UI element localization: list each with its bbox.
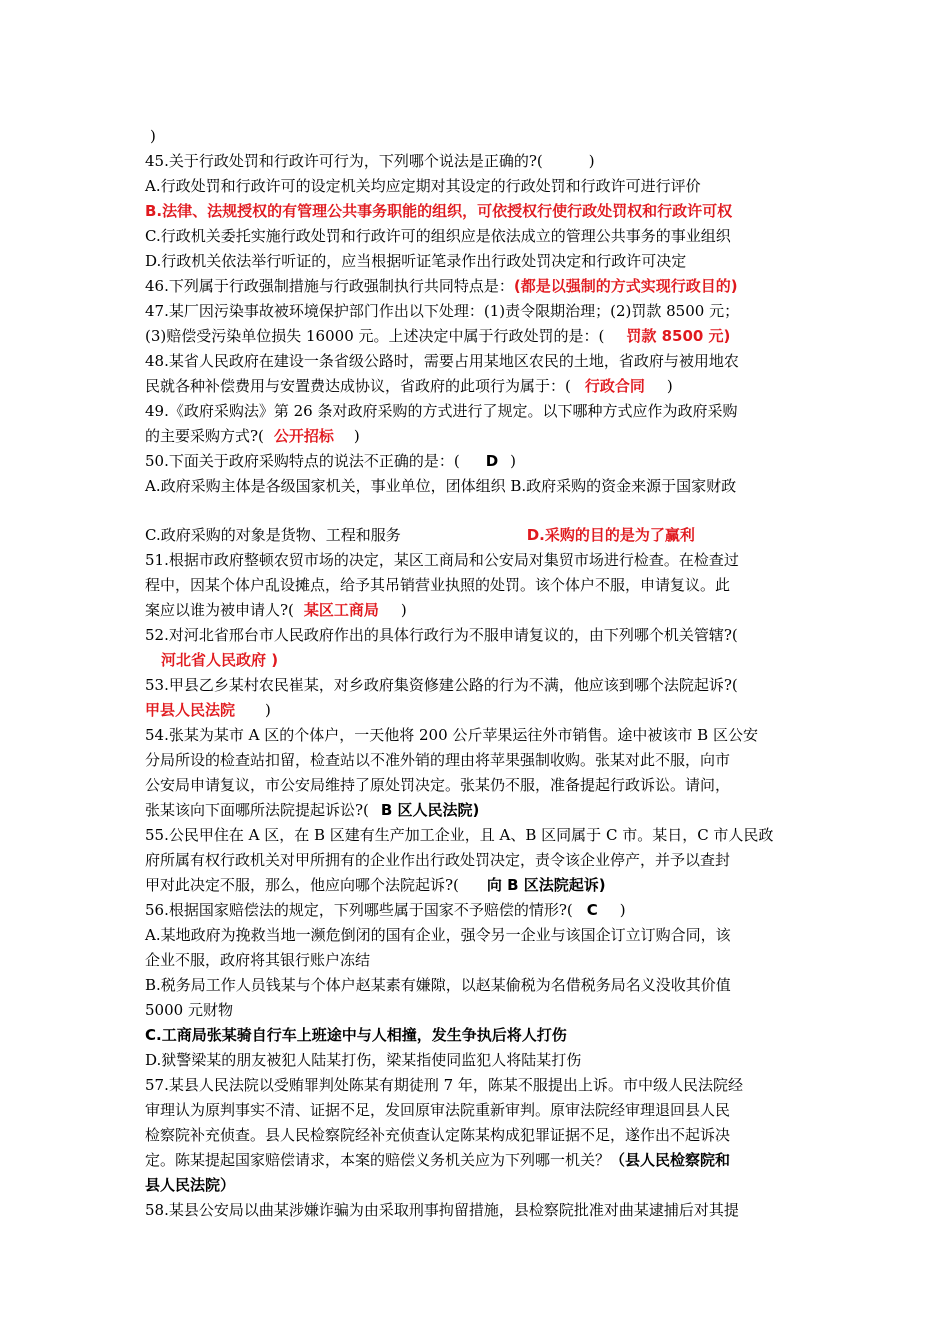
option-text: 企业不服，政府将其银行账户冻结 <box>145 951 371 969</box>
question-45 <box>145 149 595 173</box>
closing-paren: ) <box>666 377 673 395</box>
question-55 <box>145 823 773 847</box>
question-text: 公安局申请复议，市公安局维持了原处罚决定。张某仍不服，准备提起行政诉讼。请问， <box>145 776 731 794</box>
question-text: 54.张某为某市 A 区的个体户，一天他将 200 公斤苹果运往外市销售。途中被该市 B 区公安 <box>145 726 758 744</box>
question-47 <box>145 299 739 323</box>
question-text: 分局所设的检查站扣留，检查站以不准外销的理由将苹果强制收购。张某对此不服，向市 <box>145 751 731 769</box>
answer-text: 某区工商局 <box>303 601 379 619</box>
answer-text: 罚款 8500 元) <box>626 327 731 345</box>
question-text: 48.某省人民政府在建设一条省级公路时，需要占用某地区农民的土地，省政府与被用地农 <box>145 352 739 370</box>
question-56 <box>145 898 626 922</box>
option-b-answer <box>145 199 732 223</box>
question-text: 50.下面关于政府采购特点的说法不正确的是：( <box>145 452 460 470</box>
answer-57-cont <box>145 1173 235 1197</box>
question-text: 程中，因某个体户乱设摊点，给予其吊销营业执照的处罚。该个体户不服，申请复议。此 <box>145 576 731 594</box>
option-text: B.法律、法规授权的有管理公共事务职能的组织，可依授权行使行政处罚权和行政许可权 <box>145 202 733 220</box>
question-57-cont3 <box>145 1148 730 1172</box>
question-51 <box>145 548 739 572</box>
text-line <box>150 124 156 148</box>
question-58 <box>145 1198 739 1222</box>
answer-text: 甲县人民法院 <box>145 701 236 719</box>
question-54-cont <box>145 748 730 772</box>
closing-paren: ) <box>510 452 517 470</box>
options-c-d <box>145 523 695 547</box>
answer-text: B 区人民法院) <box>380 801 480 819</box>
question-51-cont2 <box>145 598 407 622</box>
question-text: 甲对此决定不服，那么，他应向哪个法院起诉?( <box>145 876 459 894</box>
question-46 <box>145 274 738 298</box>
option-c-answer <box>145 1023 567 1047</box>
option-text: A.政府采购主体是各级国家机关，事业单位，团体组织 B.政府采购的资金来源于国家财政 <box>145 477 737 495</box>
question-48 <box>145 349 739 373</box>
answer-text: 向 B 区法院起诉) <box>486 876 606 894</box>
closing-paren: ) <box>150 127 156 145</box>
question-57 <box>145 1073 743 1097</box>
answer-text: D.采购的目的是为了赢利 <box>526 526 695 544</box>
closing-paren: ) <box>400 601 407 619</box>
question-57-cont2 <box>145 1123 730 1147</box>
option-a-cont <box>145 948 370 972</box>
question-text: 52.对河北省邢台市人民政府作出的具体行政行为不服申请复议的，由下列哪个机关管辖?( <box>145 626 738 644</box>
option-text: C.工商局张某骑自行车上班途中与人相撞，发生争执后将人打伤 <box>145 1026 567 1044</box>
option-text: 5000 元财物 <box>145 1001 233 1019</box>
closing-paren: ) <box>353 427 360 445</box>
answer-text: 公开招标 <box>273 427 334 445</box>
question-text: 49.《政府采购法》第 26 条对政府采购的方式进行了规定。以下哪种方式应作为政府采购 <box>145 402 738 420</box>
option-b-cont <box>145 998 233 1022</box>
options-a-b <box>145 474 736 498</box>
option-text: C.行政机关委托实施行政处罚和行政许可的组织应是依法成立的管理公共事务的事业组织 <box>145 227 731 245</box>
question-50 <box>145 449 516 473</box>
question-54-cont2 <box>145 773 730 797</box>
answer-text: C <box>586 901 598 919</box>
answer-text: 河北省人民政府 ) <box>161 651 279 669</box>
question-text: 审理认为原判事实不清、证据不足，发回原审法院重新审判。原审法院经审理退回县人民 <box>145 1101 731 1119</box>
question-53 <box>145 673 738 697</box>
option-text: D.狱警梁某的朋友被犯人陆某打伤，梁某指使同监犯人将陆某打伤 <box>145 1051 582 1069</box>
answer-53 <box>145 698 271 722</box>
answer-text: D <box>485 452 499 470</box>
question-text: 案应以谁为被申请人?( <box>145 601 294 619</box>
question-55-cont2 <box>145 873 606 897</box>
question-text: 的主要采购方式?( <box>145 427 264 445</box>
answer-text: 行政合同 <box>584 377 645 395</box>
question-57-cont <box>145 1098 730 1122</box>
answer-text: (都是以强制的方式实现行政目的) <box>513 277 738 295</box>
question-text: 民就各种补偿费用与安置费达成协议，省政府的此项行为属于：( <box>145 377 571 395</box>
option-a <box>145 174 701 198</box>
question-54 <box>145 723 758 747</box>
question-text: 定。陈某提起国家赔偿请求，本案的赔偿义务机关应为下列哪一机关？ <box>145 1151 611 1169</box>
option-text: C.政府采购的对象是货物、工程和服务 <box>145 526 401 544</box>
question-text: 56.根据国家赔偿法的规定，下列哪些属于国家不予赔偿的情形?( <box>145 901 573 919</box>
option-c <box>145 224 731 248</box>
option-text: A.行政处罚和行政许可的设定机关均应定期对其设定的行政处罚和行政许可进行评价 <box>145 177 701 195</box>
option-text: B.税务局工作人员钱某与个体户赵某素有嫌隙，以赵某偷税为名借税务局名义没收其价值 <box>145 976 731 994</box>
question-text: 57.某县人民法院以受贿罪判处陈某有期徒刑 7 年，陈某不服提出上诉。市中级人民法院经 <box>145 1076 743 1094</box>
question-49 <box>145 399 737 423</box>
question-text: 张某该向下面哪所法院提起诉讼?( <box>145 801 369 819</box>
question-55-cont <box>145 848 730 872</box>
closing-paren: ) <box>265 701 271 719</box>
question-49-cont <box>145 424 360 448</box>
option-text: D.行政机关依法举行听证的，应当根据听证笔录作出行政处罚决定和行政许可决定 <box>145 252 687 270</box>
question-text: 检察院补充侦查。县人民检察院经补充侦查认定陈某构成犯罪证据不足，遂作出不起诉决 <box>145 1126 731 1144</box>
question-47-cont <box>145 324 730 348</box>
question-text: 46.下列属于行政强制措施与行政强制执行共同特点是： <box>145 277 514 295</box>
question-text: 45.关于行政处罚和行政许可行为，下列哪个说法是正确的?( <box>145 152 543 170</box>
question-48-cont <box>145 374 673 398</box>
answer-text: 县人民法院） <box>145 1176 236 1194</box>
question-text: 53.甲县乙乡某村农民崔某，对乡政府集资修建公路的行为不满，他应该到哪个法院起诉?( <box>145 676 738 694</box>
question-text: (3)赔偿受污染单位损失 16000 元。上述决定中属于行政处罚的是：( <box>145 327 605 345</box>
question-51-cont <box>145 573 730 597</box>
question-52 <box>145 623 738 647</box>
option-a <box>145 923 731 947</box>
answer-text: （县人民检察院和 <box>610 1151 731 1169</box>
question-text: 58.某县公安局以曲某涉嫌诈骗为由采取刑事拘留措施，县检察院批准对曲某逮捕后对其提 <box>145 1201 739 1219</box>
question-text: 府所属有权行政机关对甲所拥有的企业作出行政处罚决定，责令该企业停产，并予以查封 <box>145 851 731 869</box>
question-54-cont3 <box>145 798 479 822</box>
answer-52 <box>161 648 278 672</box>
question-text: 55.公民甲住在 A 区，在 B 区建有生产加工企业，且 A、B 区同属于 C 市。某日，C 市人民政 <box>145 826 774 844</box>
question-text: 51.根据市政府整顿农贸市场的决定，某区工商局和公安局对集贸市场进行检查。在检查过 <box>145 551 739 569</box>
option-d <box>145 1048 581 1072</box>
option-b <box>145 973 731 997</box>
closing-paren: ) <box>588 152 595 170</box>
closing-paren: ) <box>619 901 626 919</box>
question-text: 47.某厂因污染事故被环境保护部门作出以下处理：(1)责令限期治理；(2)罚款 8500 元； <box>145 302 740 320</box>
option-text: A.某地政府为挽救当地一濒危倒闭的国有企业，强令另一企业与该国企订立订购合同，该 <box>145 926 731 944</box>
option-d <box>145 249 686 273</box>
